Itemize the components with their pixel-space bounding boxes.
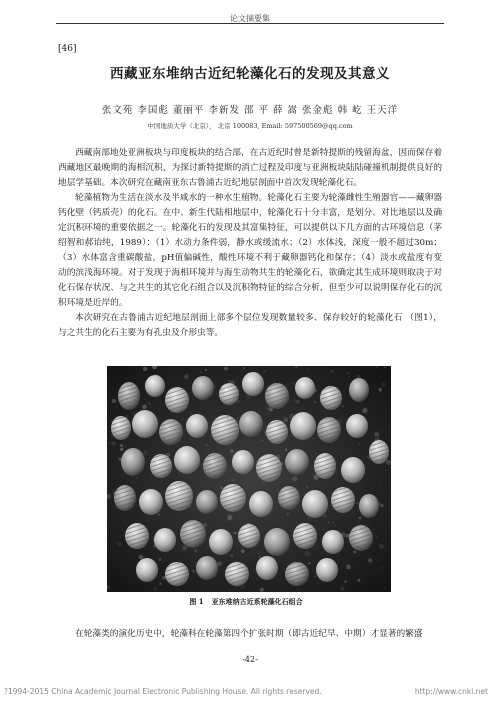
sediment-grain bbox=[178, 472, 180, 474]
charophyte-gyrogonite bbox=[111, 416, 131, 440]
sediment-grain bbox=[154, 587, 157, 590]
sediment-grain bbox=[217, 561, 221, 565]
sediment-grain bbox=[346, 565, 351, 570]
sediment-grain bbox=[285, 449, 288, 452]
sediment-grain bbox=[126, 415, 128, 417]
sediment-grain bbox=[139, 408, 142, 411]
charophyte-gyrogonite bbox=[295, 377, 315, 399]
sediment-grain bbox=[230, 449, 234, 453]
sediment-grain bbox=[272, 514, 275, 517]
charophyte-gyrogonite bbox=[232, 450, 254, 474]
charophyte-gyrogonite bbox=[165, 387, 189, 413]
sediment-grain bbox=[383, 587, 385, 589]
sediment-grain bbox=[220, 486, 223, 489]
sediment-grain bbox=[258, 556, 260, 558]
sediment-grain bbox=[323, 514, 326, 517]
copyright-notice: ?1994-2015 China Academic Journal Electronic Publishing House. All rights reserved. bbox=[4, 687, 322, 696]
charophyte-gyrogonite bbox=[265, 383, 289, 409]
charophyte-gyrogonite bbox=[316, 558, 338, 582]
charophyte-gyrogonite bbox=[165, 562, 189, 586]
charophyte-gyrogonite bbox=[139, 489, 163, 515]
sediment-grain bbox=[376, 536, 378, 538]
sediment-grain bbox=[342, 533, 346, 537]
continuation-text bbox=[58, 627, 442, 642]
charophyte-gyrogonite bbox=[203, 453, 227, 479]
page-number: -42- bbox=[242, 655, 258, 664]
sediment-grain bbox=[292, 367, 293, 368]
paragraph-2: 轮藻植物为生活在淡水及半咸水的一种水生植物。轮藻化石主要为轮藻雌性生殖器官——藏卵器钙化壁（钙质壳）的化石。在中、新生代陆相地层中，轮藻化石十分丰富，是划分、对比地层以及确定沉积环境的重要依据之一。轮藻化石的发现及其富集特征，可以提供以下几方面的古环境信息（茅绍智和郝诒纯，1989）：（1）水动力条件弱，静水或缓流水；（2）水体浅，深度一般不超过30m；（3）水体富含重碳酸盐，pH值偏碱性，酸性环境不利于藏卵器钙化和保存；（4）淡水或盐度有变动的滨浅海环境。对于发现于海相环境并与海生动物共生的轮藻化石，欲确定其生成环境则取决于对化石保存状况、与之共生的其它化石组合以及沉积物特征的综合分析，但至少可以说明保存化石的沉积环境是近岸的。 bbox=[58, 193, 442, 308]
sediment-grain bbox=[260, 588, 264, 592]
charophyte-gyrogonite bbox=[211, 415, 239, 445]
sediment-grain bbox=[120, 444, 123, 447]
charophyte-gyrogonite bbox=[136, 558, 158, 582]
sediment-grain bbox=[245, 492, 247, 494]
charophyte-gyrogonite bbox=[290, 412, 316, 440]
sediment-grain bbox=[308, 562, 311, 565]
sediment-grain bbox=[296, 400, 300, 404]
charophyte-gyrogonite bbox=[150, 454, 172, 478]
sediment-grain bbox=[379, 482, 380, 483]
sediment-grain bbox=[383, 405, 385, 407]
charophyte-gyrogonite bbox=[239, 411, 263, 437]
sediment-grain bbox=[315, 576, 316, 577]
sediment-grain bbox=[189, 393, 191, 395]
sediment-grain bbox=[227, 515, 232, 520]
sediment-grain bbox=[312, 438, 313, 439]
sediment-grain bbox=[205, 369, 207, 371]
sediment-grain bbox=[241, 513, 244, 516]
article-id: [46] bbox=[58, 44, 77, 54]
charophyte-gyrogonite bbox=[285, 562, 309, 586]
charophyte-gyrogonite bbox=[256, 556, 278, 580]
charophyte-gyrogonite bbox=[238, 524, 260, 548]
sediment-grain bbox=[163, 484, 166, 487]
sediment-grain bbox=[360, 494, 362, 496]
sediment-grain bbox=[227, 522, 232, 527]
charophyte-gyrogonite bbox=[346, 414, 368, 438]
charophyte-gyrogonite bbox=[331, 487, 355, 513]
sediment-grain bbox=[292, 476, 297, 481]
charophyte-gyrogonite bbox=[314, 453, 336, 479]
sediment-grain bbox=[382, 430, 384, 432]
paragraph-1: 西藏南部地处亚洲板块与印度板块的结合部，在古近纪时曾是新特提斯的残留海盆，因而保存着西藏地区最晚期的海相沉积，为探讨新特提斯的消亡过程及印度与亚洲板块陆陆碰撞机制提供良好的地层学基础。本次研究在藏南亚东古鲁浦古近纪地层剖面中首次发现轮藻化石。 bbox=[58, 148, 442, 188]
sediment-grain bbox=[128, 564, 130, 566]
figure-label: 图 1 bbox=[189, 597, 204, 606]
sediment-grain bbox=[250, 568, 255, 573]
charophyte-gyrogonite bbox=[242, 372, 264, 396]
figure-caption bbox=[0, 597, 500, 607]
sediment-grain bbox=[262, 440, 264, 442]
charophyte-gyrogonite bbox=[196, 556, 218, 580]
sediment-grain bbox=[368, 558, 372, 562]
sediment-grain bbox=[241, 549, 245, 553]
charophyte-gyrogonite bbox=[341, 457, 365, 483]
sediment-grain bbox=[136, 477, 139, 480]
sediment-grain bbox=[381, 567, 383, 569]
sediment-grain bbox=[200, 372, 201, 373]
sediment-grain bbox=[208, 422, 210, 424]
sediment-grain bbox=[308, 518, 309, 519]
sediment-grain bbox=[379, 544, 384, 549]
charophyte-gyrogonite bbox=[349, 525, 373, 551]
charophyte-gyrogonite bbox=[369, 440, 389, 464]
header-rule bbox=[56, 23, 444, 24]
sediment-grain bbox=[177, 474, 178, 475]
affiliation: 中国地质大学（北京）， 北京 100083, Email: 597500569@qq.com bbox=[147, 122, 353, 130]
figure-caption-text: 亚东堆纳古近系轮藻化石组合 bbox=[211, 597, 303, 606]
sediment-grain bbox=[362, 408, 367, 413]
sediment-grain bbox=[138, 439, 140, 441]
sediment-grain bbox=[112, 399, 116, 403]
sediment-grain bbox=[359, 517, 362, 520]
sediment-grain bbox=[143, 450, 148, 455]
sediment-grain bbox=[199, 481, 201, 483]
charophyte-gyrogonite bbox=[220, 484, 246, 512]
charophyte-gyrogonite bbox=[132, 410, 158, 438]
sediment-grain bbox=[224, 367, 228, 371]
charophyte-gyrogonite bbox=[349, 378, 369, 402]
sediment-grain bbox=[256, 578, 258, 580]
charophyte-gyrogonite bbox=[225, 562, 249, 586]
sediment-grain bbox=[384, 366, 386, 368]
sediment-grain bbox=[143, 367, 147, 371]
sediment-grain bbox=[142, 405, 147, 410]
charophyte-gyrogonite bbox=[154, 528, 176, 552]
charophyte-gyrogonite bbox=[293, 523, 317, 549]
charophyte-gyrogonite bbox=[285, 449, 309, 475]
article-title: 西藏亚东堆纳古近纪轮藻化石的发现及其意义 bbox=[110, 66, 390, 82]
sediment-grain bbox=[306, 486, 308, 488]
charophyte-gyrogonite bbox=[121, 448, 145, 476]
sediment-grain bbox=[228, 380, 230, 382]
charophyte-gyrogonite bbox=[196, 490, 218, 514]
cnki-url: http://www.cnki.net bbox=[414, 687, 488, 696]
sediment-grain bbox=[159, 583, 161, 585]
sediment-grain bbox=[120, 448, 123, 451]
charophyte-gyrogonite bbox=[125, 523, 149, 549]
sediment-grain bbox=[385, 470, 386, 471]
sediment-grain bbox=[280, 452, 282, 454]
sediment-grain bbox=[206, 444, 208, 446]
charophyte-gyrogonite bbox=[278, 486, 300, 510]
charophyte-gyrogonite bbox=[266, 420, 288, 444]
charophyte-gyrogonite bbox=[264, 528, 290, 556]
sediment-grain bbox=[353, 551, 356, 554]
sediment-grain bbox=[287, 513, 289, 515]
sediment-grain bbox=[158, 558, 162, 562]
charophyte-fossil-photo bbox=[107, 366, 391, 592]
sediment-grain bbox=[344, 580, 347, 583]
running-header: 论文摘要集 bbox=[230, 14, 270, 23]
sediment-grain bbox=[234, 532, 237, 535]
sediment-grain bbox=[348, 372, 349, 373]
charophyte-gyrogonite bbox=[118, 382, 140, 410]
sediment-grain bbox=[263, 370, 266, 373]
charophyte-gyrogonite bbox=[180, 520, 206, 548]
sediment-grain bbox=[203, 523, 207, 527]
sediment-grain bbox=[112, 442, 114, 444]
sediment-grain bbox=[381, 382, 386, 387]
sediment-grain bbox=[305, 551, 310, 556]
charophyte-gyrogonite bbox=[322, 530, 344, 554]
sediment-grain bbox=[374, 432, 379, 437]
paragraph-3: 本次研究在古鲁浦古近纪地层剖面上部多个层位发现数量较多、保存较好的轮藻化石 （图1），与之共生的化石主要为有孔虫及介形虫等。 bbox=[58, 313, 442, 338]
sediment-grain bbox=[139, 555, 144, 560]
sediment-grain bbox=[284, 417, 289, 422]
sediment-grain bbox=[306, 368, 308, 370]
paragraph-4: 在轮藻类的演化历史中，轮藻科在轮藻第四个扩张时期（即古近纪早、中期）才显著的繁盛 bbox=[75, 629, 423, 639]
sediment-grain bbox=[117, 541, 123, 547]
charophyte-gyrogonite bbox=[145, 375, 165, 397]
sediment-grain bbox=[230, 554, 233, 557]
charophyte-gyrogonite bbox=[186, 414, 208, 438]
charophyte-gyrogonite bbox=[249, 491, 273, 517]
sediment-grain bbox=[274, 524, 278, 528]
charophyte-gyrogonite bbox=[192, 376, 214, 400]
sediment-grain bbox=[330, 370, 333, 373]
sediment-grain bbox=[358, 443, 360, 445]
sediment-grain bbox=[124, 445, 126, 447]
charophyte-gyrogonite bbox=[174, 446, 200, 474]
sediment-grain bbox=[180, 417, 184, 421]
charophyte-gyrogonite bbox=[219, 383, 239, 405]
sediment-grain bbox=[148, 403, 150, 405]
sediment-grain bbox=[243, 367, 245, 369]
sediment-grain bbox=[379, 388, 382, 391]
sediment-grain bbox=[110, 421, 112, 423]
sediment-grain bbox=[292, 399, 296, 403]
sediment-grain bbox=[340, 586, 345, 591]
sediment-grain bbox=[328, 522, 330, 524]
sediment-grain bbox=[176, 536, 178, 538]
sediment-grain bbox=[332, 522, 334, 524]
charophyte-gyrogonite bbox=[159, 419, 183, 445]
author-list: 张文苑 李国彪 董丽平 李新发 邵 平 薛 嵩 张金彪 韩 屹 王天洋 bbox=[101, 105, 399, 116]
sediment-grain bbox=[190, 412, 191, 413]
abstract-body bbox=[58, 146, 442, 341]
charophyte-gyrogonite bbox=[359, 494, 379, 518]
sediment-grain bbox=[341, 405, 344, 408]
sediment-grain bbox=[314, 401, 316, 403]
charophyte-gyrogonite bbox=[209, 529, 233, 555]
sediment-grain bbox=[236, 417, 238, 419]
sediment-grain bbox=[240, 585, 245, 590]
sediment-grain bbox=[380, 504, 383, 507]
charophyte-gyrogonite bbox=[114, 485, 136, 511]
charophyte-gyrogonite bbox=[165, 481, 193, 511]
charophyte-gyrogonite bbox=[256, 454, 282, 482]
sediment-grain bbox=[184, 374, 189, 379]
charophyte-gyrogonite bbox=[320, 386, 342, 410]
sediment-grain bbox=[257, 551, 262, 556]
sediment-grain bbox=[358, 579, 361, 582]
sediment-grain bbox=[292, 382, 295, 385]
sediment-grain bbox=[182, 546, 187, 551]
charophyte-gyrogonite bbox=[317, 417, 341, 443]
sediment-grain bbox=[356, 502, 358, 504]
sediment-grain bbox=[192, 569, 196, 573]
page-footer bbox=[4, 687, 496, 696]
sediment-grain bbox=[158, 514, 160, 516]
sediment-grain bbox=[232, 480, 234, 482]
charophyte-gyrogonite bbox=[302, 490, 328, 518]
sediment-grain bbox=[194, 549, 197, 552]
